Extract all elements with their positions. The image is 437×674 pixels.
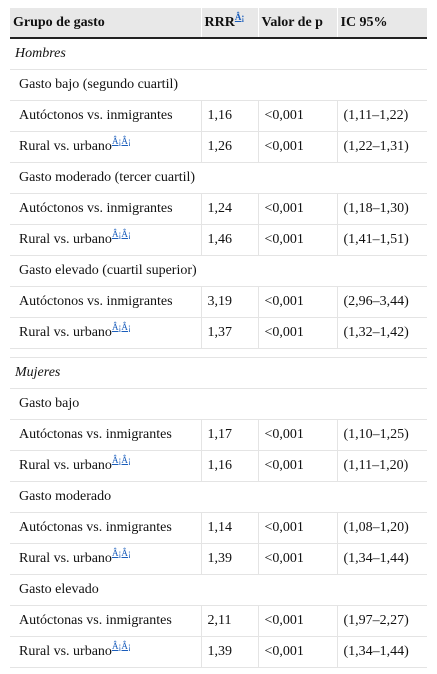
cell-ci: (1,97–2,27): [337, 606, 427, 637]
row-label-cell: [10, 287, 201, 318]
table-row: [10, 420, 427, 451]
group-row: [10, 70, 427, 101]
cell-ci: (1,41–1,51): [337, 225, 427, 256]
row-label: Rural vs. urbano: [19, 551, 112, 566]
cell-rrr: 3,19: [201, 287, 258, 318]
row-label: Autóctonos vs. inmigrantes: [19, 108, 173, 123]
footnote-link[interactable]: Â¡Â¡: [111, 322, 131, 332]
header-rrr-label: RRR: [204, 14, 235, 30]
table-row: [10, 513, 427, 544]
footnote-sup: [112, 322, 131, 332]
footnote-sup: [112, 136, 131, 146]
row-label: Autóctonos vs. inmigrantes: [19, 294, 173, 309]
cell-rrr: 2,11: [201, 606, 258, 637]
cell-ci: (1,11–1,20): [337, 451, 427, 482]
row-label-cell: [10, 101, 201, 132]
cell-rrr: 1,26: [201, 132, 258, 163]
cell-ci: (1,34–1,44): [337, 544, 427, 575]
group-label: Gasto bajo: [10, 389, 427, 420]
row-label-cell: [10, 225, 201, 256]
footnote-sup: [112, 548, 131, 558]
footnote-link[interactable]: Â¡Â¡: [111, 455, 131, 465]
row-label-cell: [10, 637, 201, 668]
table-header: [10, 8, 427, 38]
cell-rrr: 1,39: [201, 544, 258, 575]
row-label-cell: [10, 606, 201, 637]
cell-p: <0,001: [258, 225, 337, 256]
table-row: [10, 194, 427, 225]
row-label: Autóctonas vs. inmigrantes: [19, 520, 172, 535]
footnote-sup: [112, 229, 131, 239]
table-body: [10, 38, 427, 668]
group-label: Gasto bajo (segundo cuartil): [10, 70, 427, 101]
cell-rrr: 1,24: [201, 194, 258, 225]
footnote-link[interactable]: Â¡Â¡: [111, 136, 131, 146]
row-label-cell: [10, 544, 201, 575]
cell-p: <0,001: [258, 606, 337, 637]
cell-rrr: 1,16: [201, 451, 258, 482]
cell-rrr: 1,16: [201, 101, 258, 132]
cell-p: <0,001: [258, 101, 337, 132]
spacer-cell: [10, 349, 427, 358]
header-ci-label: IC 95%: [340, 14, 388, 30]
footnote-link[interactable]: Â¡Â¡: [111, 548, 131, 558]
cell-rrr: 1,46: [201, 225, 258, 256]
row-label: Rural vs. urbano: [19, 139, 112, 154]
group-row: [10, 256, 427, 287]
header-rrr: [201, 8, 258, 38]
cell-ci: (1,10–1,25): [337, 420, 427, 451]
cell-p: <0,001: [258, 194, 337, 225]
cell-rrr: 1,39: [201, 637, 258, 668]
table-row: [10, 287, 427, 318]
group-label: Gasto elevado (cuartil superior): [10, 256, 427, 287]
footnote-sup: [112, 641, 131, 651]
group-label: Gasto moderado: [10, 482, 427, 513]
cell-rrr: 1,14: [201, 513, 258, 544]
row-label: Autóctonas vs. inmigrantes: [19, 427, 172, 442]
table-row: [10, 544, 427, 575]
section-spacer: [10, 349, 427, 358]
group-row: [10, 575, 427, 606]
group-label: Gasto elevado: [10, 575, 427, 606]
row-label-cell: [10, 132, 201, 163]
row-label: Autóctonas vs. inmigrantes: [19, 613, 172, 628]
table-row: [10, 225, 427, 256]
cell-rrr: 1,37: [201, 318, 258, 349]
row-label: Rural vs. urbano: [19, 458, 112, 473]
header-p-label: Valor de p: [261, 14, 323, 30]
cell-ci: (2,96–3,44): [337, 287, 427, 318]
group-row: [10, 482, 427, 513]
row-label-cell: [10, 194, 201, 225]
section-title: Hombres: [10, 38, 427, 70]
row-label: Rural vs. urbano: [19, 644, 112, 659]
cell-ci: (1,32–1,42): [337, 318, 427, 349]
table-row: [10, 132, 427, 163]
group-label: Gasto moderado (tercer cuartil): [10, 163, 427, 194]
row-label-cell: [10, 513, 201, 544]
cell-p: <0,001: [258, 451, 337, 482]
cell-ci: (1,34–1,44): [337, 637, 427, 668]
footnote-link[interactable]: Â¡: [234, 11, 245, 22]
cell-p: <0,001: [258, 544, 337, 575]
footnote-link[interactable]: Â¡Â¡: [111, 641, 131, 651]
row-label-cell: [10, 420, 201, 451]
cell-p: <0,001: [258, 318, 337, 349]
group-row: [10, 389, 427, 420]
section-row: [10, 38, 427, 70]
cell-p: <0,001: [258, 513, 337, 544]
table-row: [10, 606, 427, 637]
header-ci: [337, 8, 427, 38]
table-row: [10, 637, 427, 668]
table-row: [10, 451, 427, 482]
header-group-label: Grupo de gasto: [13, 14, 105, 30]
row-label: Autóctonos vs. inmigrantes: [19, 201, 173, 216]
cell-p: <0,001: [258, 420, 337, 451]
cell-ci: (1,22–1,31): [337, 132, 427, 163]
group-row: [10, 163, 427, 194]
cell-p: <0,001: [258, 287, 337, 318]
table-row: [10, 101, 427, 132]
cell-p: <0,001: [258, 132, 337, 163]
results-table: [10, 8, 427, 668]
cell-ci: (1,18–1,30): [337, 194, 427, 225]
section-row: [10, 358, 427, 389]
footnote-link[interactable]: Â¡Â¡: [111, 229, 131, 239]
row-label: Rural vs. urbano: [19, 232, 112, 247]
table-row: [10, 318, 427, 349]
row-label: Rural vs. urbano: [19, 325, 112, 340]
header-group: [10, 8, 201, 38]
header-p: [258, 8, 337, 38]
cell-ci: (1,08–1,20): [337, 513, 427, 544]
footnote-sup: [112, 455, 131, 465]
section-title: Mujeres: [10, 358, 427, 389]
row-label-cell: [10, 318, 201, 349]
row-label-cell: [10, 451, 201, 482]
cell-rrr: 1,17: [201, 420, 258, 451]
cell-p: <0,001: [258, 637, 337, 668]
cell-ci: (1,11–1,22): [337, 101, 427, 132]
